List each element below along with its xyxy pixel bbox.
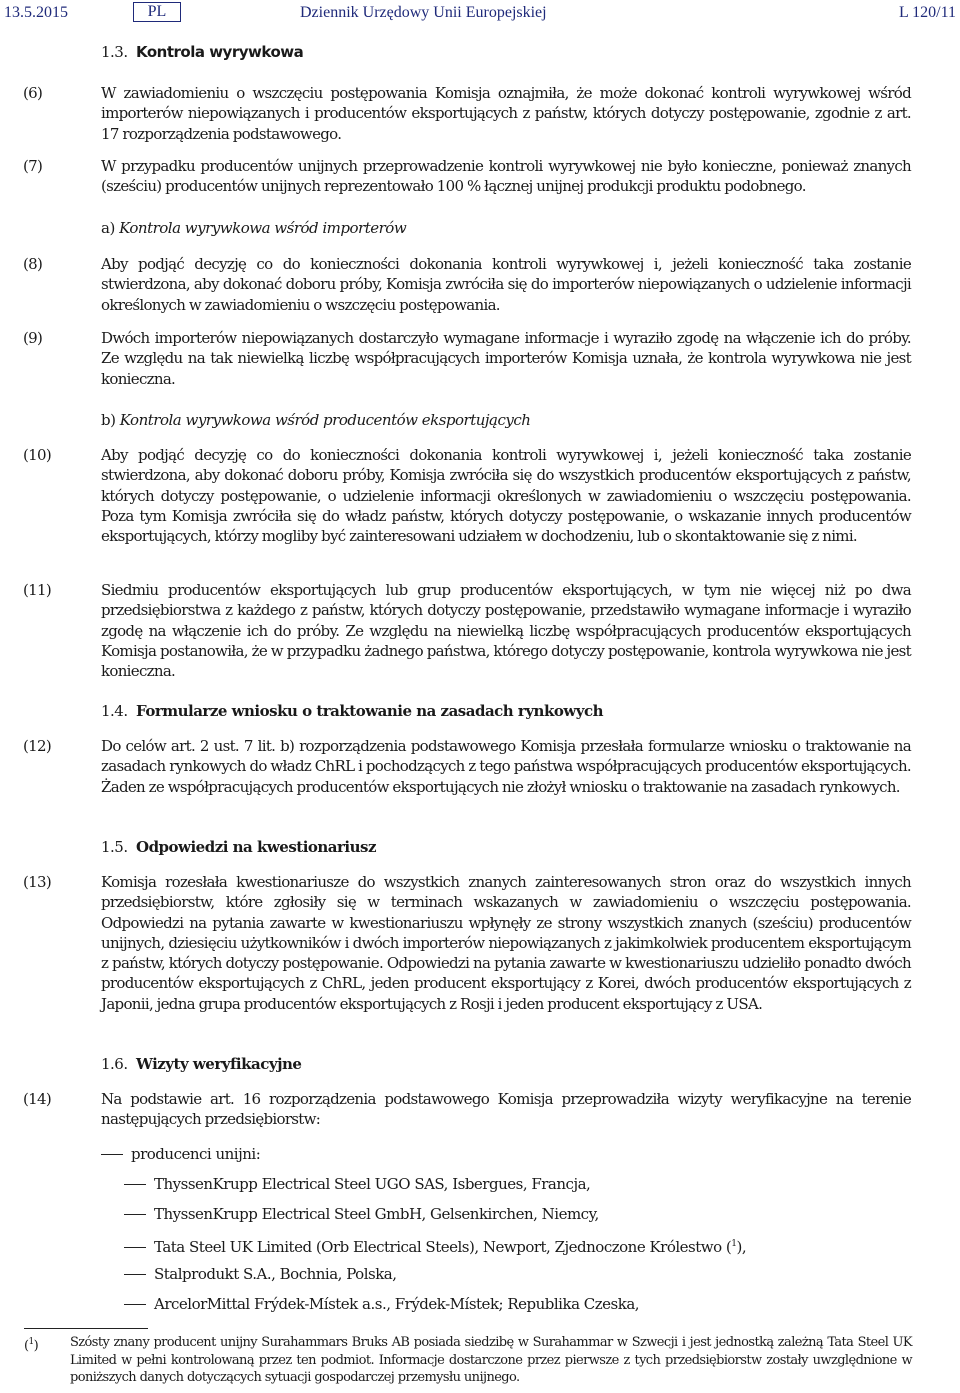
paragraph-text: Dwóch importerów niepowiązanych dostarczyło wymagane informacje i wyraziło zgodę na włączenie ich do próby. Ze względu na tak niewielką liczbę współpracujących importerów Komisja uznała, że kontrola wyrywkowa nie jest konieczna. bbox=[101, 329, 911, 388]
footnote bbox=[24, 1334, 912, 1387]
section-title: Kontrola wyrywkowa bbox=[136, 43, 304, 61]
paragraph-text: Komisja rozesłała kwestionariusze do wszystkich znanych zainteresowanych stron oraz do wszystkich innych przedsiębiorstw, które zgłosiły się w terminach wskazanych w zawiadomieniu o wszczęciu postępowania. Odpowiedzi na pytania zawarte w kwestionariuszu wpłynęły ze strony wszystkich znanych (sześciu) producentów unijnych, dziesięciu użytkowników i dwóch importerów niepowiązanych z jakimkolwiek producentem eksportującym z państw, których dotyczy postępowanie. Odpowiedzi na pytania zawarte w kwestionariuszu udzieliło ponadto dwóch producentów eksportujących z ChRL, jeden producent eksportujący z Korei, dwóch producentów eksportujących z Japonii, jedna grupa producentów eksportujących z Rosji i jeden producent eksportujący z USA. bbox=[101, 873, 911, 1013]
list-item-producer-2 bbox=[124, 1204, 599, 1224]
paragraph-number: (12) bbox=[23, 737, 51, 755]
subsection-heading-a bbox=[101, 218, 406, 238]
dash-bullet bbox=[101, 1154, 123, 1155]
paragraph-text: Do celów art. 2 ust. 7 lit. b) rozporządzenia podstawowego Komisja przesłała formularze wniosku o traktowanie na zasadach rynkowych do władz ChRL i pochodzących z tego państwa współpracujących producentów eksportujących. Żaden ze współpracujących producentów eksportujących nie złożył wniosku o traktowanie na zasadach rynkowych. bbox=[101, 737, 911, 796]
section-heading-1-6 bbox=[101, 1054, 301, 1074]
paragraph-text: W przypadku producentów unijnych przeprowadzenie kontroli wyrywkowej nie było konieczne, ponieważ znanych (sześciu) producentów unijnych reprezentowało 100 % łącznej unijnej produkcji produktu podobnego. bbox=[101, 157, 911, 196]
footnote-text: Szósty znany producent unijny Surahammars Bruks AB posiada siedzibę w Surahammar w Szwecji i jest jednostką zależną Tata Steel UK Limited w pełni kontrolowaną przez ten podmiot. Informacje dostarczone przez pierwsze z tych przedsiębiorstw zostały uwzględnione w poniższych danych dotyczących sytuacji gospodarczej przemysłu unijnego. bbox=[70, 1335, 912, 1386]
paragraph-number: (6) bbox=[23, 84, 43, 102]
list-item-text: Tata Steel UK Limited (Orb Electrical Steels), Newport, Zjednoczone Królestwo bbox=[154, 1238, 722, 1256]
dash-bullet bbox=[124, 1184, 146, 1185]
list-item-producer-1 bbox=[124, 1174, 590, 1194]
paragraph-7 bbox=[23, 156, 911, 197]
paragraph-text: Na podstawie art. 16 rozporządzenia podstawowego Komisja przeprowadziła wizyty weryfikacyjne na terenie następujących przedsiębiorstw: bbox=[101, 1090, 911, 1129]
list-item-text: producenci unijni: bbox=[131, 1145, 261, 1163]
list-item-producers-label bbox=[101, 1144, 260, 1164]
paragraph-number: (9) bbox=[23, 329, 43, 347]
section-number: 1.3. bbox=[101, 43, 128, 61]
footnote-reference-close: ), bbox=[736, 1238, 747, 1256]
footnote-separator bbox=[24, 1328, 148, 1329]
section-heading-1-5 bbox=[101, 837, 376, 857]
section-title: Formularze wniosku o traktowanie na zasadach rynkowych bbox=[136, 702, 604, 720]
paragraph-8 bbox=[23, 254, 911, 315]
page-header bbox=[0, 4, 960, 24]
dash-bullet bbox=[124, 1214, 146, 1215]
section-title: Wizyty weryfikacyjne bbox=[136, 1055, 302, 1073]
paragraph-10 bbox=[23, 445, 911, 546]
dash-bullet bbox=[124, 1247, 146, 1248]
journal-title: Dziennik Urzędowy Unii Europejskiej bbox=[300, 4, 547, 21]
subsection-label: b) bbox=[101, 411, 116, 429]
paragraph-text: Aby podjąć decyzję co do konieczności dokonania kontroli wyrywkowej i, jeżeli konieczność taka zostanie stwierdzona, aby dokonać doboru próby, Komisja zwróciła się do wszystkich producentów eksportujących z państw, których dotyczy postępowanie, o udzielenie informacji określonych w zawiadomieniu o wszczęciu postępowania. Poza tym Komisja zwróciła się do władz państw, których dotyczy postępowanie, o wskazanie innych producentów eksportujących, którzy mogliby być zainteresowani udziałem w dochodzeniu, lub o skontaktowanie się z nimi. bbox=[101, 446, 911, 546]
paragraph-text: W zawiadomieniu o wszczęciu postępowania Komisja oznajmiła, że może dokonać kontroli wyrywkowej wśród importerów niepowiązanych i producentów eksportujących z państw, których dotyczy postępowanie, zgodnie z art. 17 rozporządzenia podstawowego. bbox=[101, 84, 911, 143]
language-badge: PL bbox=[133, 2, 181, 22]
section-heading-1-4 bbox=[101, 701, 603, 721]
dash-bullet bbox=[124, 1304, 146, 1305]
paragraph-number: (11) bbox=[23, 581, 51, 599]
subsection-title: Kontrola wyrywkowa wśród producentów eksportujących bbox=[119, 411, 531, 429]
section-title: Odpowiedzi na kwestionariusz bbox=[136, 838, 376, 856]
section-heading-1-3 bbox=[101, 42, 303, 62]
journal-reference: L 120/11 bbox=[898, 4, 956, 21]
paragraph-14 bbox=[23, 1089, 911, 1130]
paragraph-text: Aby podjąć decyzję co do konieczności dokonania kontroli wyrywkowej i, jeżeli konieczność taka zostanie stwierdzona, aby dokonać doboru próby, Komisja zwróciła się do importerów niepowiązanych o udzielenie informacji określonych w zawiadomieniu o wszczęciu postępowania. bbox=[101, 255, 911, 314]
paragraph-text: Siedmiu producentów eksportujących lub grup producentów eksportujących, w tym nie więcej niż po dwa przedsiębiorstwa z każdego z państw, których dotyczy postępowanie, przedstawiło wymagane informacje i wyraziło zgodę na włączenie ich do próby. Ze względu na niewielką liczbę współpracujących producentów eksportujących Komisja postanowiła, że w przypadku żadnego państwa, którego dotyczy postępowanie, kontrola wyrywkowa nie jest konieczna. bbox=[101, 581, 911, 681]
footnote-reference: 1 bbox=[731, 1239, 737, 1249]
subsection-title: Kontrola wyrywkowa wśród importerów bbox=[119, 219, 407, 237]
section-number: 1.5. bbox=[101, 838, 128, 856]
list-item-producer-3: Tata Steel UK Limited (Orb Electrical Steels), Newport, Zjednoczone Królestwo ($^1$), bbox=[124, 1234, 746, 1257]
paragraph-number: (7) bbox=[23, 157, 43, 175]
list-item-producer-5 bbox=[124, 1294, 639, 1314]
paragraph-12 bbox=[23, 736, 911, 797]
section-number: 1.6. bbox=[101, 1055, 128, 1073]
paragraph-number: (8) bbox=[23, 255, 43, 273]
paragraph-number: (10) bbox=[23, 446, 51, 464]
paragraph-number: (14) bbox=[23, 1090, 51, 1108]
paragraph-11 bbox=[23, 580, 911, 681]
list-item-producer-4 bbox=[124, 1264, 397, 1284]
subsection-heading-b bbox=[101, 410, 530, 430]
dash-bullet bbox=[124, 1274, 146, 1275]
paragraph-6 bbox=[23, 83, 911, 144]
subsection-label: a) bbox=[101, 219, 115, 237]
header-date: 13.5.2015 bbox=[4, 4, 68, 21]
list-item-text: ThyssenKrupp Electrical Steel GmbH, Gelsenkirchen, Niemcy, bbox=[154, 1205, 599, 1223]
list-item-text: ArcelorMittal Frýdek-Místek a.s., Frýdek-Místek; Republika Czeska, bbox=[154, 1295, 640, 1313]
section-number: 1.4. bbox=[101, 702, 128, 720]
list-item-text: Stalprodukt S.A., Bochnia, Polska, bbox=[154, 1265, 397, 1283]
footnote-number: ($^1$) bbox=[24, 1337, 39, 1354]
list-item-text: ThyssenKrupp Electrical Steel UGO SAS, Isbergues, Francja, bbox=[154, 1175, 591, 1193]
paragraph-13 bbox=[23, 872, 911, 1014]
paragraph-9 bbox=[23, 328, 911, 389]
paragraph-number: (13) bbox=[23, 873, 51, 891]
